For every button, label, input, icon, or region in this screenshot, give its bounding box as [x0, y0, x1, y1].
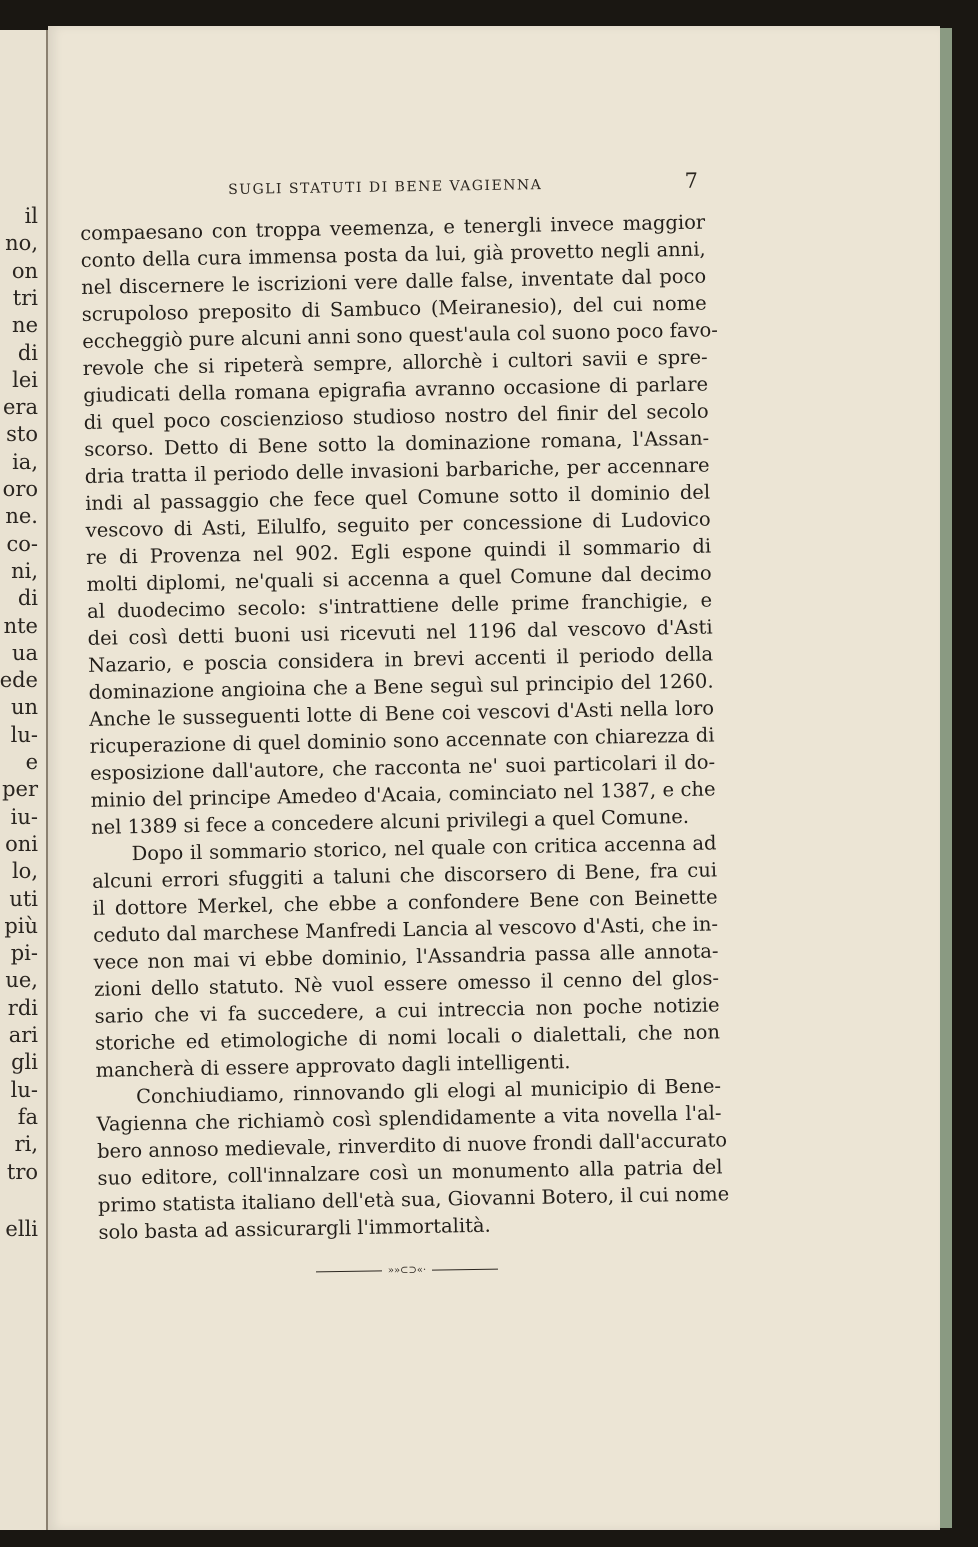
text-line: re di Provenza nel 902. Egli espone quindi il sommario di	[85, 534, 712, 569]
facing-page-fragment: ede	[0, 668, 38, 692]
facing-page-fragment: il	[24, 204, 38, 228]
facing-page-fragment: gli	[11, 1050, 38, 1074]
ornament-rule-left	[316, 1270, 382, 1272]
facing-page-fragment: ia,	[12, 450, 38, 474]
text-line: bero annoso medievale, rinverdito di nuove frondi dall'accurato	[96, 1128, 728, 1163]
text-line: eccheggiò pure alcuni anni sono quest'aula col suono poco favo-	[82, 318, 719, 353]
facing-page-fragment: oro	[2, 477, 38, 501]
text-line: molti diplomi, ne'quali si accenna a quel Comune dal decimo	[86, 561, 712, 596]
facing-page-fragment: più	[4, 914, 38, 938]
text-line: primo statista italiano dell'età sua, Giovanni Botero, il cui nome	[97, 1182, 730, 1217]
facing-page-fragment: on	[11, 259, 38, 283]
facing-page-fragment: e	[25, 750, 38, 774]
facing-page-fragment: rdi	[7, 996, 38, 1020]
end-ornament	[316, 1263, 498, 1280]
backing-board-edge	[940, 28, 952, 1528]
text-line: scorso. Detto di Bene sotto la dominazione romana, l'Assan-	[83, 426, 710, 461]
text-line: esposizione dall'autore, che racconta ne' suoi particolari il do-	[89, 750, 716, 785]
facing-page-fragment: ari	[8, 1023, 38, 1047]
ornament-rule-right	[432, 1269, 498, 1271]
facing-page-fragment: oni	[5, 832, 38, 856]
text-line: Dopo il sommario storico, nel quale con critica accenna ad	[131, 831, 717, 866]
text-line: revole che si ripeterà sempre, allorchè i cultori savii e spre-	[82, 345, 708, 380]
running-head: SUGLI STATUTI DI BENE VAGIENNA	[228, 177, 543, 198]
facing-page-fragment: lei	[12, 368, 38, 392]
text-line: ceduto dal marchese Manfredi Lancia al vescovo d'Asti, che in-	[92, 912, 719, 947]
text-line: compaesano con troppa veemenza, e tenergli invece maggior	[80, 210, 706, 245]
text-line: indi al passaggio che fece quel Comune sotto il dominio del	[84, 480, 711, 515]
ornament-glyph: »»⊂⊃«·	[387, 1264, 427, 1277]
text-line: storiche ed etimologiche di nomi locali o dialettali, che non	[94, 1020, 721, 1055]
text-line: ricuperazione di quel dominio sono accennate con chiarezza di	[89, 723, 715, 758]
text-line: giudicati della romana epigrafia avranno occasione di parlare	[83, 372, 709, 407]
text-line: alcuni errori sfuggiti a taluni che discorsero di Bene, fra cui	[91, 858, 718, 893]
page-number: 7	[684, 168, 699, 193]
facing-page-fragment: ni,	[11, 559, 38, 583]
facing-page-fragment: lu-	[10, 723, 38, 747]
facing-page-fragment: elli	[5, 1217, 38, 1241]
text-line: sario che vi fa succedere, a cui intreccia non poche notizie	[94, 993, 720, 1028]
text-line: di quel poco coscienzioso studioso nostro del finir del secolo	[83, 399, 709, 434]
facing-page-fragment: lu-	[10, 1078, 38, 1102]
text-line: minio del principe Amedeo d'Acaia, cominciato nel 1387, e che	[90, 777, 716, 812]
facing-page-fragment: nte	[3, 614, 38, 638]
facing-page-fragment: uti	[9, 887, 38, 911]
text-line: solo basta ad assicurargli l'immortalità.	[98, 1213, 491, 1244]
facing-page-edge	[0, 30, 48, 1530]
facing-page-fragment: tro	[6, 1160, 38, 1184]
text-line: vece non mai vi ebbe dominio, l'Assandria passa alle annota-	[93, 939, 719, 974]
facing-page-fragment: pi-	[10, 941, 38, 965]
text-line: scrupoloso preposito di Sambuco (Meiranesio), del cui nome	[81, 291, 707, 326]
text-line: dria tratta il periodo delle invasioni barbariche, per accennare	[84, 453, 710, 488]
text-line: Anche le susseguenti lotte di Bene coi vescovi d'Asti nella loro	[88, 696, 715, 731]
facing-page-fragment: no,	[5, 231, 38, 255]
body-text	[80, 209, 730, 1246]
text-line: Vagienna che richiamò così splendidamente a vita novella l'al-	[96, 1101, 722, 1136]
facing-page-fragment: tri	[12, 286, 38, 310]
facing-page-fragment: di	[17, 341, 38, 365]
text-line: Conchiudiamo, rinnovando gli elogi al municipio di Bene-	[135, 1074, 722, 1109]
facing-page-fragment: per	[2, 777, 38, 801]
facing-page-fragment: ne	[12, 313, 38, 337]
facing-page-fragment: fa	[17, 1105, 38, 1129]
text-line: nel 1389 si fece a concedere alcuni privilegi a quel Comune.	[90, 804, 690, 839]
text-line: dominazione angioina che a Bene seguì sul principio del 1260.	[88, 669, 714, 704]
text-line: al duodecimo secolo: s'intrattiene delle prime franchigie, e	[86, 588, 713, 623]
facing-page-fragment: un	[10, 695, 38, 719]
facing-page-fragment: sto	[6, 422, 38, 446]
facing-page-fragment: iu-	[10, 805, 38, 829]
text-line: il dottore Merkel, che ebbe a confondere Bene con Beinette	[92, 885, 718, 920]
text-line: zioni dello statuto. Nè vuol essere omesso il cenno del glos-	[93, 966, 720, 1001]
facing-page-fragment: di	[17, 586, 38, 610]
text-line: nel discernere le iscrizioni vere dalle false, inventate dal poco	[81, 264, 707, 299]
text-line: suo editore, coll'innalzare così un monumento alla patria del	[97, 1155, 723, 1190]
text-line: mancherà di essere approvato dagli intelligenti.	[95, 1050, 571, 1082]
text-line: conto della cura immensa posta da lui, già provetto negli anni,	[80, 237, 706, 272]
facing-page-fragment: ri,	[14, 1132, 38, 1156]
facing-page-fragment: lo,	[11, 859, 38, 883]
text-line: Nazario, e poscia considera in brevi accenti il periodo della	[87, 642, 714, 677]
text-line: vescovo di Asti, Eilulfo, seguito per concessione di Ludovico	[85, 507, 711, 542]
facing-page-fragment: co-	[6, 532, 38, 556]
facing-page-fragment: ua	[11, 641, 38, 665]
text-line: dei così detti buoni usi ricevuti nel 1196 dal vescovo d'Asti	[87, 615, 713, 650]
facing-page-fragment: era	[3, 395, 38, 419]
facing-page-fragment: ue,	[5, 968, 38, 992]
facing-page-fragment: ne.	[5, 504, 38, 528]
